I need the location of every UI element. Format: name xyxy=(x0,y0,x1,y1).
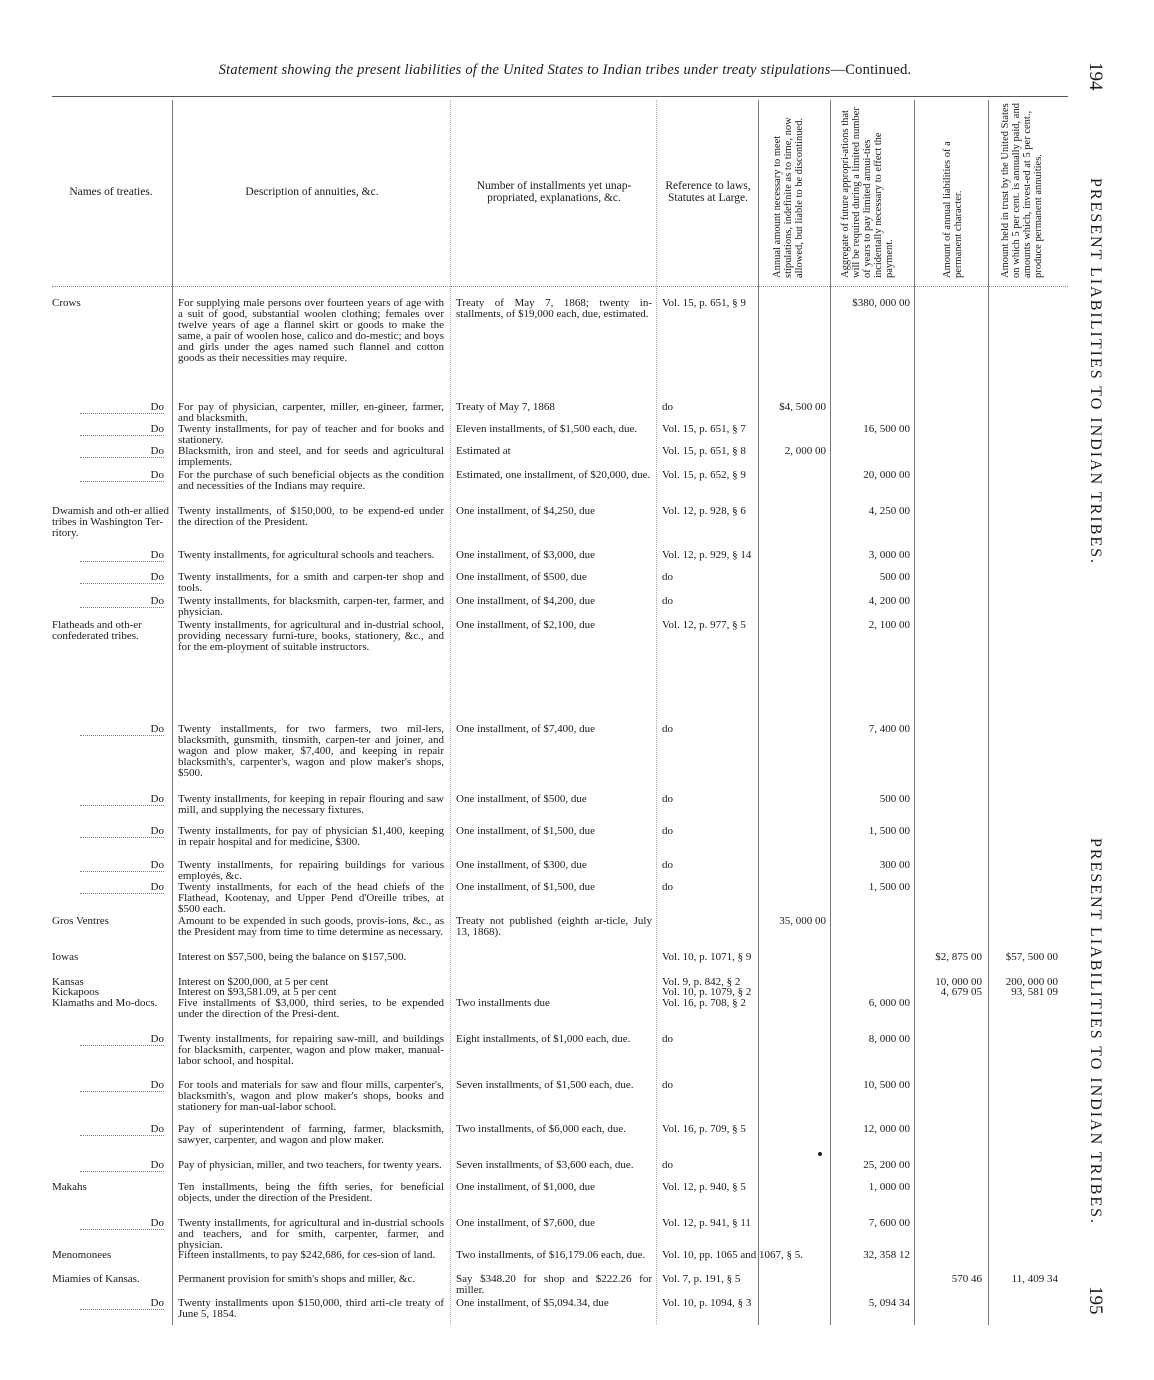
row-27-inst: Say $348.20 for shop and $222.26 for miller. xyxy=(456,1273,652,1296)
row-4-ref: Vol. 15, p. 652, § 9 xyxy=(662,469,746,481)
page-number-bottom: 195 xyxy=(1085,1286,1106,1315)
row-6-desc: Twenty installments, for agricultural schools and teachers. xyxy=(178,549,435,561)
row-7-ref: do xyxy=(662,571,673,583)
row-9-aggregate: 2, 100 00 xyxy=(868,619,910,631)
row-16-ref: Vol. 10, p. 1071, § 9 xyxy=(662,951,752,963)
row-9-desc: Twenty installments, for agricultural and in-dustrial school, providing necessary furni-ture, books, stationery, &c., and for the em-ployment of suitable instructors. xyxy=(178,619,444,653)
row-28-name: Do xyxy=(80,1298,164,1310)
row-28-aggregate: 5, 094 34 xyxy=(868,1297,910,1309)
row-0-inst: Treaty of May 7, 1868; twenty in-stallments, of $19,000 each, due, estimated. xyxy=(456,297,652,320)
row-13-ref: do xyxy=(662,859,673,871)
row-25-aggregate: 7, 600 00 xyxy=(868,1217,910,1229)
row-17-name: Kansas xyxy=(52,976,84,988)
row-21-desc: For tools and materials for saw and flour mills, carpenter's, blacksmith's, wagon and plow maker's shops, books and stationery for man-ual-labor school. xyxy=(178,1079,444,1113)
row-8-inst: One installment, of $4,200, due xyxy=(456,595,596,607)
row-19-ref: Vol. 16, p. 708, § 2 xyxy=(662,997,746,1009)
row-22-inst: Two installments, of $6,000 each, due. xyxy=(456,1123,627,1135)
row-11-aggregate: 500 00 xyxy=(879,793,910,805)
row-10-aggregate: 7, 400 00 xyxy=(868,723,910,735)
sidebar-running-head-bottom: PRESENT LIABILITIES TO INDIAN TRIBES. xyxy=(1087,838,1104,1226)
row-20-aggregate: 8, 000 00 xyxy=(868,1033,910,1045)
divider-permanent xyxy=(988,100,989,1325)
row-12-inst: One installment, of $1,500, due xyxy=(456,825,596,837)
row-8-aggregate: 4, 200 00 xyxy=(868,595,910,607)
row-4-name: Do xyxy=(80,470,164,482)
row-10-inst: One installment, of $7,400, due xyxy=(456,723,596,735)
row-22-ref: Vol. 16, p. 709, § 5 xyxy=(662,1123,746,1135)
title-continued: —Continued. xyxy=(830,62,912,78)
row-9-name: Flatheads and oth-er confederated tribes. xyxy=(52,619,142,642)
row-12-name: Do xyxy=(80,826,164,838)
divider-aggregate xyxy=(914,100,915,1325)
row-21-aggregate: 10, 500 00 xyxy=(863,1079,910,1091)
row-2-ref: Vol. 15, p. 651, § 7 xyxy=(662,423,746,435)
row-1-annual: $4, 500 00 xyxy=(779,401,826,413)
row-11-inst: One installment, of $500, due xyxy=(456,793,587,805)
row-17-ref: Vol. 9, p. 842, § 2 xyxy=(662,976,741,988)
row-22-desc: Pay of superintendent of farming, farmer, blacksmith, sawyer, carpenter, and wagon and plow maker. xyxy=(178,1123,444,1146)
row-17-permanent: 10, 000 00 xyxy=(935,976,982,988)
row-23-aggregate: 25, 200 00 xyxy=(863,1159,910,1171)
row-27-permanent: 570 46 xyxy=(951,1273,982,1285)
row-24-ref: Vol. 12, p. 940, § 5 xyxy=(662,1181,746,1193)
row-1-inst: Treaty of May 7, 1868 xyxy=(456,401,555,413)
row-18-ref: Vol. 10, p. 1079, § 2 xyxy=(662,986,752,998)
row-10-ref: do xyxy=(662,723,673,735)
row-25-inst: One installment, of $7,600, due xyxy=(456,1217,596,1229)
row-8-name: Do xyxy=(80,596,164,608)
row-6-aggregate: 3, 000 00 xyxy=(868,549,910,561)
row-4-inst: Estimated, one installment, of $20,000, due. xyxy=(456,469,651,481)
row-3-annual: 2, 000 00 xyxy=(784,445,826,457)
row-2-desc: Twenty installments, for pay of teacher and for books and stationery. xyxy=(178,423,444,446)
row-27-ref: Vol. 7, p. 191, § 5 xyxy=(662,1273,741,1285)
row-5-inst: One installment, of $4,250, due xyxy=(456,505,596,517)
row-23-inst: Seven installments, of $3,600 each, due. xyxy=(456,1159,634,1171)
row-3-desc: Blacksmith, iron and steel, and for seeds and agricultural implements. xyxy=(178,445,444,468)
row-24-inst: One installment, of $1,000, due xyxy=(456,1181,596,1193)
row-0-aggregate: $380, 000 00 xyxy=(852,297,910,309)
row-14-ref: do xyxy=(662,881,673,893)
row-26-ref: Vol. 10, pp. 1065 and 1067, § 5. xyxy=(662,1249,803,1261)
row-25-ref: Vol. 12, p. 941, § 11 xyxy=(662,1217,751,1229)
row-1-desc: For pay of physician, carpenter, miller, en-gineer, farmer, and blacksmith. xyxy=(178,401,444,424)
row-25-name: Do xyxy=(80,1218,164,1230)
row-19-inst: Two installments due xyxy=(456,997,550,1009)
header-names: Names of treaties. xyxy=(69,186,153,198)
row-11-desc: Twenty installments, for keeping in repair flouring and saw mill, and supplying the necessary fixtures. xyxy=(178,793,444,816)
row-26-name: Menomonees xyxy=(52,1249,112,1261)
sidebar-running-head-top: PRESENT LIABILITIES TO INDIAN TRIBES. xyxy=(1087,178,1104,566)
header-permanent: Amount of annual liabilities of a permanent character. xyxy=(942,141,964,278)
row-20-desc: Twenty installments, for repairing saw-mill, and buildings for blacksmith, carpenter, wagon and plow maker, manual-labor school, and hospital. xyxy=(178,1033,444,1067)
header-annual: Annual amount necessary to meet stipulations, indefinite as to time, now allowed, but liable to be discontinued. xyxy=(772,117,805,278)
row-18-trust: 93, 581 09 xyxy=(1011,986,1058,998)
header-reference: Reference to laws, Statutes at Large. xyxy=(665,180,751,204)
row-26-desc: Fifteen installments, to pay $242,686, for ces-sion of land. xyxy=(178,1249,436,1261)
title-text: Statement showing the present liabilities of the United States to Indian tribes under treaty stipulations xyxy=(218,62,831,78)
row-13-aggregate: 300 00 xyxy=(879,859,910,871)
ink-mark xyxy=(818,1152,822,1156)
divider-annual xyxy=(830,100,831,1325)
row-25-desc: Twenty installments, for agricultural and in-dustrial schools and teachers, and for smith, carpenter, farmer, and physician. xyxy=(178,1217,444,1251)
row-7-name: Do xyxy=(80,572,164,584)
row-26-inst: Two installments, of $16,179.06 each, due. xyxy=(456,1249,646,1261)
row-19-desc: Five installments of $3,000, third series, to be expended under the direction of the Presi-dent. xyxy=(178,997,444,1020)
row-12-aggregate: 1, 500 00 xyxy=(868,825,910,837)
row-18-permanent: 4, 679 05 xyxy=(940,986,982,998)
row-12-ref: do xyxy=(662,825,673,837)
row-3-inst: Estimated at xyxy=(456,445,511,457)
row-17-trust: 200, 000 00 xyxy=(1005,976,1058,988)
row-14-desc: Twenty installments, for each of the head chiefs of the Flathead, Kootenay, and Upper Pend d'Oreille tribes, at $500 each. xyxy=(178,881,444,915)
row-2-name: Do xyxy=(80,424,164,436)
row-5-desc: Twenty installments, of $150,000, to be expend-ed under the direction of the President. xyxy=(178,505,444,528)
row-18-desc: Interest on $93,581.09, at 5 per cent xyxy=(178,986,337,998)
row-6-ref: Vol. 12, p. 929, § 14 xyxy=(662,549,752,561)
row-20-ref: do xyxy=(662,1033,673,1045)
row-16-permanent: $2, 875 00 xyxy=(935,951,982,963)
divider-names xyxy=(172,100,173,1325)
row-17-desc: Interest on $200,000, at 5 per cent xyxy=(178,976,329,988)
row-27-trust: 11, 409 34 xyxy=(1011,1273,1058,1285)
row-15-annual: 35, 000 00 xyxy=(779,915,826,927)
row-16-name: Iowas xyxy=(52,951,79,963)
row-19-aggregate: 6, 000 00 xyxy=(868,997,910,1009)
row-14-aggregate: 1, 500 00 xyxy=(868,881,910,893)
divider-description xyxy=(450,100,451,1325)
row-4-desc: For the purchase of such beneficial objects as the condition and necessities of the Indians may require. xyxy=(178,469,444,492)
row-4-aggregate: 20, 000 00 xyxy=(863,469,910,481)
page-number-top: 194 xyxy=(1085,62,1106,91)
row-24-aggregate: 1, 000 00 xyxy=(868,1181,910,1193)
row-20-name: Do xyxy=(80,1034,164,1046)
row-2-inst: Eleven installments, of $1,500 each, due. xyxy=(456,423,638,435)
header-aggregate: Aggregate of future appropri-ations that will be required during a limited number of years to pay limited annui-ties incidentally necessary to effect the payment. xyxy=(840,107,895,278)
row-15-desc: Amount to be expended in such goods, provis-ions, &c., as the President may from time to time determine as necessary. xyxy=(178,915,444,938)
row-28-desc: Twenty installments upon $150,000, third arti-cle treaty of June 5, 1854. xyxy=(178,1297,444,1320)
row-7-inst: One installment, of $500, due xyxy=(456,571,587,583)
row-13-name: Do xyxy=(80,860,164,872)
row-24-desc: Ten installments, being the fifth series, for beneficial objects, under the direction of the President. xyxy=(178,1181,444,1204)
row-2-aggregate: 16, 500 00 xyxy=(863,423,910,435)
row-21-name: Do xyxy=(80,1080,164,1092)
row-1-ref: do xyxy=(662,401,673,413)
row-7-aggregate: 500 00 xyxy=(879,571,910,583)
header-top-rule xyxy=(52,96,1068,97)
row-23-ref: do xyxy=(662,1159,673,1171)
row-21-inst: Seven installments, of $1,500 each, due. xyxy=(456,1079,634,1091)
row-9-inst: One installment, of $2,100, due xyxy=(456,619,596,631)
row-0-ref: Vol. 15, p. 651, § 9 xyxy=(662,297,746,309)
row-10-desc: Twenty installments, for two farmers, two mil-lers, blacksmith, gunsmith, tinsmith, carpen-ter and joiner, and wagon and plow maker, $7,400, and keeping in repair blacksmith's, carpenter's, wagon and plow maker's shops, $500. xyxy=(178,723,444,779)
row-14-name: Do xyxy=(80,882,164,894)
row-0-desc: For supplying male persons over fourteen years of age with a suit of good, substantial woolen clothing; females over twelve years of age a flannel skirt or goods to make the same, a pair of woolen hose, calico and do-mestic; and boys and girls under the ages named such flannel and cotton goods as their necessities may require. xyxy=(178,297,444,364)
row-18-name: Kickapoos xyxy=(52,986,100,998)
row-23-desc: Pay of physician, miller, and two teachers, for twenty years. xyxy=(178,1159,442,1171)
page-title xyxy=(150,62,980,79)
row-0-name: Crows xyxy=(52,297,81,309)
row-8-desc: Twenty installments, for blacksmith, carpen-ter, farmer, and physician. xyxy=(178,595,444,618)
row-24-name: Makahs xyxy=(52,1181,87,1193)
row-27-name: Miamies of Kansas. xyxy=(52,1273,140,1285)
row-16-desc: Interest on $57,500, being the balance on $157,500. xyxy=(178,951,407,963)
row-5-ref: Vol. 12, p. 928, § 6 xyxy=(662,505,746,517)
row-19-name: Klamaths and Mo-docs. xyxy=(52,997,158,1009)
row-22-name: Do xyxy=(80,1124,164,1136)
row-9-ref: Vol. 12, p. 977, § 5 xyxy=(662,619,746,631)
divider-installments xyxy=(656,100,657,1325)
row-10-name: Do xyxy=(80,724,164,736)
row-11-name: Do xyxy=(80,794,164,806)
row-15-inst: Treaty not published (eighth ar-ticle, July 13, 1868). xyxy=(456,915,652,938)
row-26-aggregate: 32, 358 12 xyxy=(863,1249,910,1261)
row-22-aggregate: 12, 000 00 xyxy=(863,1123,910,1135)
row-13-inst: One installment, of $300, due xyxy=(456,859,587,871)
row-27-desc: Permanent provision for smith's shops and miller, &c. xyxy=(178,1273,416,1285)
row-16-trust: $57, 500 00 xyxy=(1005,951,1058,963)
row-8-ref: do xyxy=(662,595,673,607)
row-28-ref: Vol. 10, p. 1094, § 3 xyxy=(662,1297,752,1309)
row-20-inst: Eight installments, of $1,000 each, due. xyxy=(456,1033,631,1045)
row-13-desc: Twenty installments, for repairing buildings for various employés, &c. xyxy=(178,859,444,882)
header-trust: Amount held in trust by the United States on which 5 per cent. is annually paid, and amounts which, invest-ed at 5 per cent., produce permanent annuities. xyxy=(1000,103,1044,278)
row-23-name: Do xyxy=(80,1160,164,1172)
row-6-name: Do xyxy=(80,550,164,562)
row-12-desc: Twenty installments, for pay of physician $1,400, keeping in repair hospital and for medicine, $300. xyxy=(178,825,444,848)
row-3-name: Do xyxy=(80,446,164,458)
row-7-desc: Twenty installments, for a smith and carpen-ter shop and tools. xyxy=(178,571,444,594)
row-15-name: Gros Ventres xyxy=(52,915,109,927)
row-3-ref: Vol. 15, p. 651, § 8 xyxy=(662,445,746,457)
row-21-ref: do xyxy=(662,1079,673,1091)
row-28-inst: One installment, of $5,094.34, due xyxy=(456,1297,609,1309)
header-bottom-rule xyxy=(52,286,1068,287)
row-5-name: Dwamish and oth-er allied tribes in Washington Ter-ritory. xyxy=(52,505,169,539)
header-installments: Number of installments yet unap-propriated, explanations, &c. xyxy=(476,180,632,204)
row-6-inst: One installment, of $3,000, due xyxy=(456,549,596,561)
row-5-aggregate: 4, 250 00 xyxy=(868,505,910,517)
row-1-name: Do xyxy=(80,402,164,414)
header-description: Description of annuities, &c. xyxy=(245,186,379,198)
divider-reference xyxy=(758,100,759,1325)
row-14-inst: One installment, of $1,500, due xyxy=(456,881,596,893)
row-11-ref: do xyxy=(662,793,673,805)
